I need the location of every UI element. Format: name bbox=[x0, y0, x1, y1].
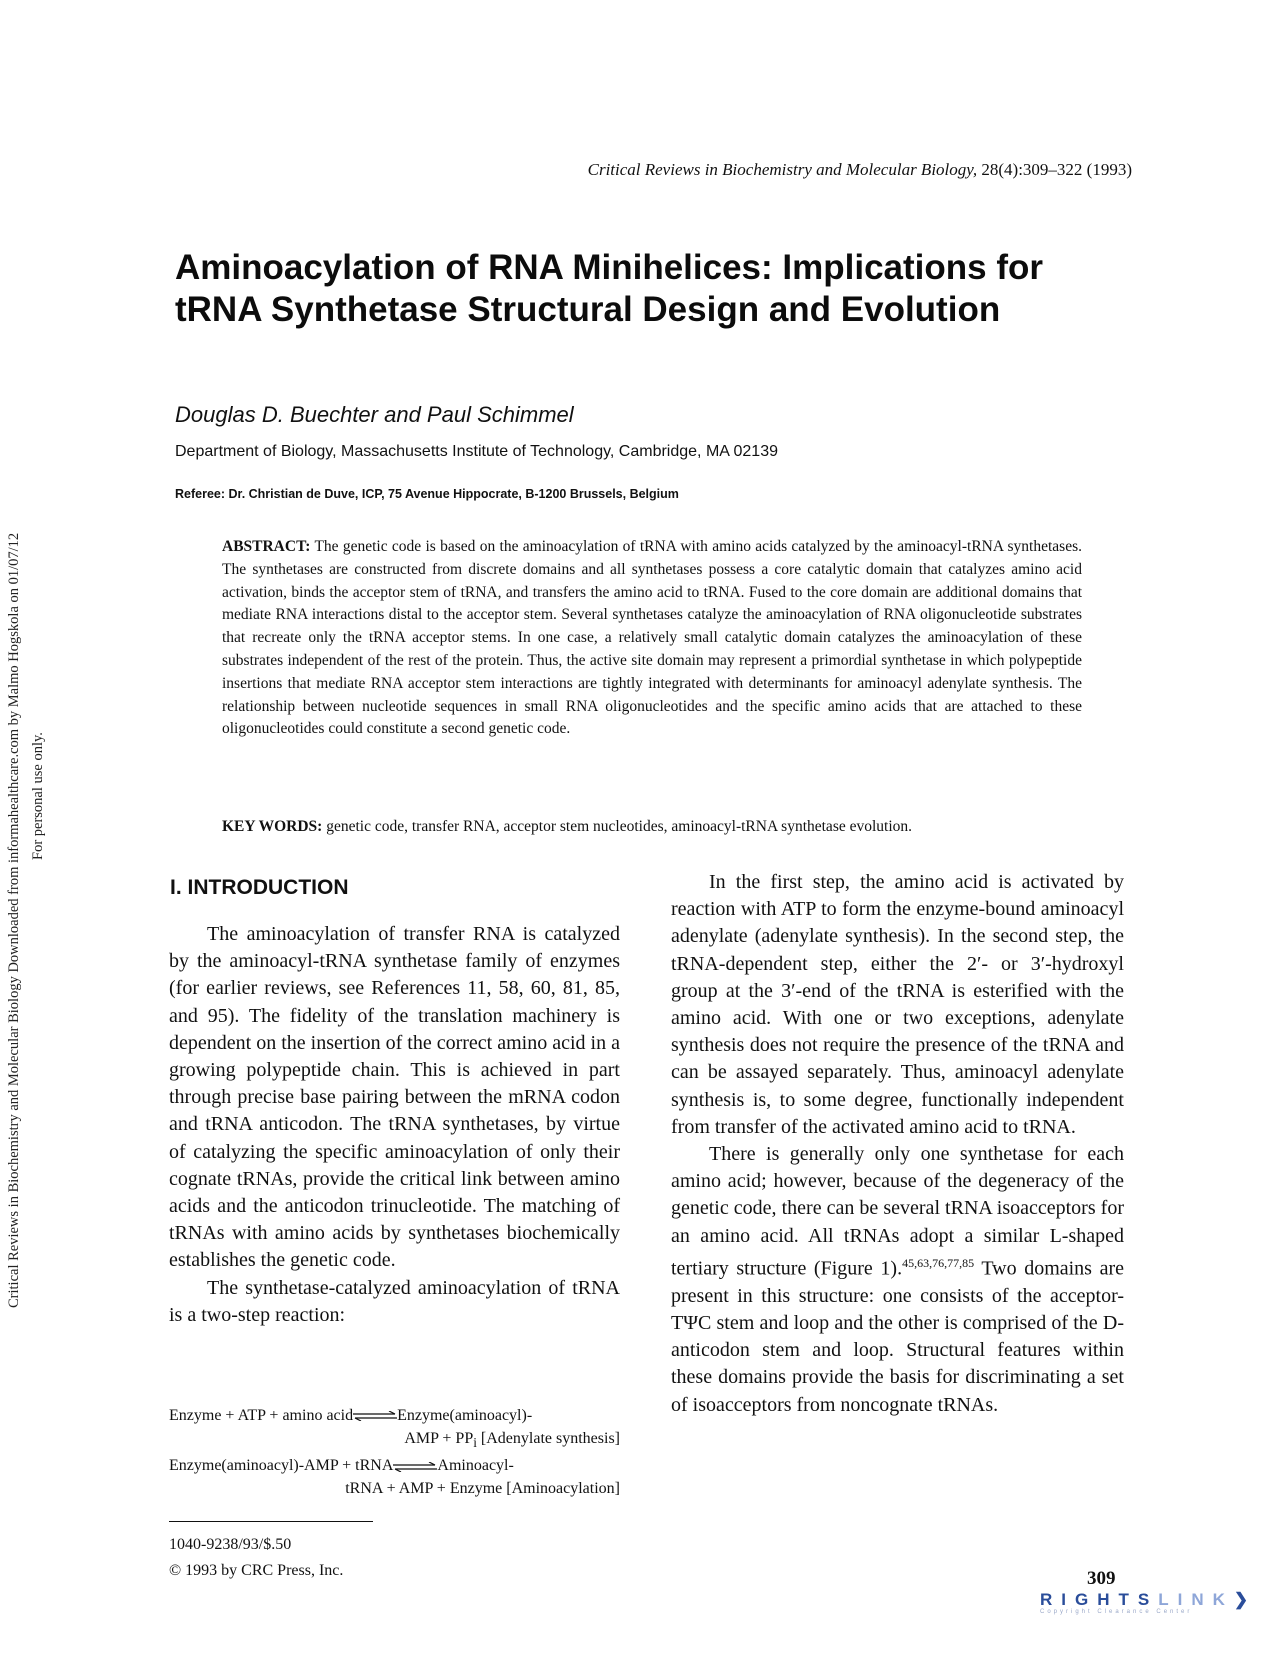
footnote-rule bbox=[169, 1521, 373, 1522]
rightslink-dark: RIGHTS bbox=[1040, 1590, 1159, 1609]
equation-1 bbox=[169, 1404, 620, 1427]
right-column bbox=[671, 869, 1124, 1419]
section-heading: I. INTRODUCTION bbox=[170, 876, 349, 899]
authors: Douglas D. Buechter and Paul Schimmel bbox=[175, 402, 574, 427]
equation-2-line-2: tRNA + AMP + Enzyme [Aminoacylation] bbox=[345, 1480, 620, 1498]
chevron-right-icon: ❯ bbox=[1233, 1590, 1249, 1609]
equation-2 bbox=[169, 1454, 620, 1477]
referee: Referee: Dr. Christian de Duve, ICP, 75 Avenue Hippocrate, B-1200 Brussels, Belgium bbox=[175, 487, 679, 501]
equation-1-line-2 bbox=[169, 1427, 620, 1454]
paragraph: In the first step, the amino acid is activated by reaction with ATP to form the enzyme-bound aminoacyl adenylate (adenylate synthesis). In the second step, the tRNA-dependent step, either the 2′- or 3′-hydroxyl group at the 3′-end of the tRNA is esterified with the amino acid. With one or two exceptions, adenylate synthesis does not require the presence of the tRNA and can be assayed separately. Thus, aminoacyl adenylate synthesis is, to some degree, functionally independent from transfer of the activated amino acid to tRNA. bbox=[671, 871, 1124, 1138]
equation-2-left: Enzyme(aminoacyl)-AMP + tRNA bbox=[169, 1457, 394, 1475]
affiliation: Department of Biology, Massachusetts Institute of Technology, Cambridge, MA 02139 bbox=[175, 443, 778, 460]
download-watermark bbox=[4, 368, 66, 1308]
equation-1-right: Enzyme(aminoacyl)- bbox=[397, 1407, 533, 1424]
reaction-equations bbox=[169, 1404, 620, 1500]
keywords bbox=[222, 818, 912, 836]
equation-1-left: Enzyme + ATP + amino acid bbox=[169, 1407, 354, 1424]
keywords-text: genetic code, transfer RNA, acceptor stem nucleotides, aminoacyl-tRNA synthetase evolution. bbox=[326, 818, 913, 835]
copyright: © 1993 by CRC Press, Inc. bbox=[169, 1562, 344, 1579]
equilibrium-arrow-icon bbox=[353, 1411, 397, 1421]
watermark-line-2: For personal use only. bbox=[30, 732, 46, 860]
watermark-line-1: Critical Reviews in Biochemistry and Molecular Biology Downloaded from informahealthcare.com by Malmo Hogskola on 01/07/12 bbox=[6, 532, 22, 1308]
page-number: 309 bbox=[1087, 1568, 1116, 1589]
footnote bbox=[169, 1532, 343, 1584]
journal-citation bbox=[588, 160, 1132, 180]
paragraph: The aminoacylation of transfer RNA is catalyzed by the aminoacyl-tRNA synthetase family of enzymes (for earlier reviews, see References 11, 58, 60, 81, 85, and 95). The fidelity of the translation machinery is dependent on the insertion of the correct amino acid in a growing polypeptide chain. This is achieved in part through precise base pairing between the mRNA codon and tRNA anticodon. The tRNA synthetases, by virtue of catalyzing the specific aminoacylation of only their cognate tRNAs, provide the critical link between amino acids and the anticodon trinucleotide. The matching of tRNAs with amino acids by synthetases biochemically establishes the genetic code. bbox=[169, 923, 620, 1272]
rightslink-light: LINK bbox=[1158, 1590, 1234, 1609]
paragraph: The synthetase-catalyzed aminoacylation of tRNA is a two-step reaction: bbox=[169, 1276, 620, 1326]
citation-superscript: 45,63,76,77,85 bbox=[902, 1255, 975, 1270]
subscript: i bbox=[473, 1435, 477, 1451]
journal-name: Critical Reviews in Biochemistry and Molecular Biology, bbox=[587, 160, 978, 179]
abstract-text: The genetic code is based on the aminoacylation of tRNA with amino acids catalyzed by the aminoacyl-tRNA synthetases. The synthetases are constructed from discrete domains and all synthetases possess a core catalytic domain that catalyzes amino acid activation, binds the acceptor stem of tRNA, and transfers the amino acid to tRNA. Fused to the core domain are additional domains that mediate RNA interactions distal to the acceptor stem. Several synthetases catalyze the aminoacylation of RNA oligonucleotide substrates that recreate only the tRNA acceptor stems. In one case, a relatively small catalytic domain catalyzes the aminoacylation of these substrates independent of the rest of the protein. Thus, the active site domain may represent a primordial synthetase in which polypeptide insertions that mediate RNA acceptor stem interactions are tightly integrated with determinants for aminoacyl adenylate synthesis. The relationship between nucleotide sequences in small RNA oligonucleotides and the specific amino acids that are attached to these oligonucleotides could constitute a second genetic code. bbox=[222, 538, 1082, 738]
article-title: Aminoacylation of RNA Minihelices: Implications for tRNA Synthetase Structural Design and Evolution bbox=[175, 248, 1043, 329]
left-column bbox=[169, 921, 620, 1329]
abstract-label: ABSTRACT: bbox=[222, 538, 311, 555]
paragraph-text: Two domains are present in this structure: one consists of the acceptor-TΨC stem and loop and the other is comprised of the D-anticodon stem and loop. Structural features within these domains provide the basis for discriminating a set of isoacceptors from noncognate tRNAs. bbox=[671, 1257, 1124, 1416]
equation-1-products: AMP + PP bbox=[404, 1430, 474, 1447]
abstract bbox=[222, 536, 1082, 741]
equation-1-step: [Adenylate synthesis] bbox=[476, 1430, 620, 1447]
equilibrium-arrow-icon bbox=[393, 1462, 437, 1472]
rightslink-wordmark bbox=[1040, 1590, 1249, 1610]
paragraph-text: There is generally only one synthetase for each amino acid; however, because of the degeneracy of the genetic code, there can be several tRNA isoacceptors for an amino acid. All tRNAs adopt a similar L-shaped tertiary structure (Figure 1). bbox=[671, 1143, 1124, 1280]
rightslink-subtitle: Copyright Clearance Center bbox=[1040, 1609, 1193, 1615]
equation-2-right: Aminoacyl- bbox=[437, 1457, 514, 1475]
journal-volume: 28(4):309–322 (1993) bbox=[981, 160, 1132, 179]
paragraph bbox=[671, 1141, 1124, 1419]
keywords-label: KEY WORDS: bbox=[222, 818, 323, 835]
rightslink-logo[interactable] bbox=[1040, 1590, 1249, 1626]
issn-code: 1040-9238/93/$.50 bbox=[169, 1536, 292, 1553]
